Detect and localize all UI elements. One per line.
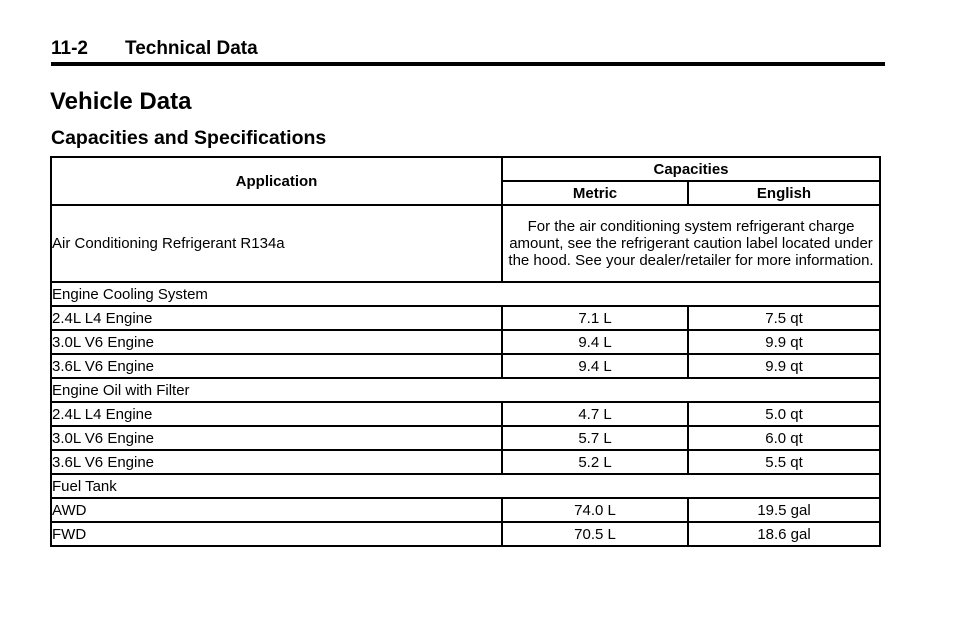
english-value: 5.5 qt [688, 450, 880, 474]
english-value: 9.9 qt [688, 354, 880, 378]
ac-label: Air Conditioning Refrigerant R134a [51, 205, 502, 282]
metric-value: 9.4 L [502, 354, 688, 378]
table-row [51, 354, 880, 378]
engine-label: 3.6L V6 Engine [51, 450, 502, 474]
group-row-oil [51, 378, 880, 402]
engine-label: 3.0L V6 Engine [51, 426, 502, 450]
header-metric: Metric [502, 181, 688, 205]
ac-note: For the air conditioning system refrigerant charge amount, see the refrigerant caution label located under the hood. See your dealer/retailer for more information. [502, 205, 880, 282]
section-title: Vehicle Data [50, 88, 192, 115]
table-row [51, 426, 880, 450]
metric-value: 70.5 L [502, 522, 688, 546]
engine-label: 3.0L V6 Engine [51, 330, 502, 354]
english-value: 19.5 gal [688, 498, 880, 522]
table-row [51, 402, 880, 426]
english-value: 6.0 qt [688, 426, 880, 450]
subsection-title: Capacities and Specifications [51, 127, 327, 149]
header-english: English [688, 181, 880, 205]
drive-label: FWD [51, 522, 502, 546]
page-header [51, 38, 885, 60]
group-row-fuel [51, 474, 880, 498]
chapter-title: Technical Data [125, 38, 258, 59]
drive-label: AWD [51, 498, 502, 522]
header-rule [51, 62, 885, 66]
metric-value: 5.2 L [502, 450, 688, 474]
engine-label: 3.6L V6 Engine [51, 354, 502, 378]
oil-label: Engine Oil with Filter [51, 378, 880, 402]
metric-value: 9.4 L [502, 330, 688, 354]
table-header-row [51, 157, 880, 181]
english-value: 5.0 qt [688, 402, 880, 426]
table-row [51, 306, 880, 330]
table-row [51, 522, 880, 546]
metric-value: 4.7 L [502, 402, 688, 426]
table-row [51, 330, 880, 354]
metric-value: 74.0 L [502, 498, 688, 522]
table-row-ac [51, 205, 880, 282]
english-value: 7.5 qt [688, 306, 880, 330]
header-capacities: Capacities [502, 157, 880, 181]
group-row-cooling [51, 282, 880, 306]
page-number: 11-2 [51, 38, 88, 59]
metric-value: 5.7 L [502, 426, 688, 450]
english-value: 9.9 qt [688, 330, 880, 354]
engine-label: 2.4L L4 Engine [51, 402, 502, 426]
engine-label: 2.4L L4 Engine [51, 306, 502, 330]
header-application: Application [51, 157, 502, 205]
fuel-label: Fuel Tank [51, 474, 880, 498]
table-row [51, 498, 880, 522]
metric-value: 7.1 L [502, 306, 688, 330]
english-value: 18.6 gal [688, 522, 880, 546]
table-row [51, 450, 880, 474]
cooling-label: Engine Cooling System [51, 282, 880, 306]
capacities-table [50, 156, 881, 547]
